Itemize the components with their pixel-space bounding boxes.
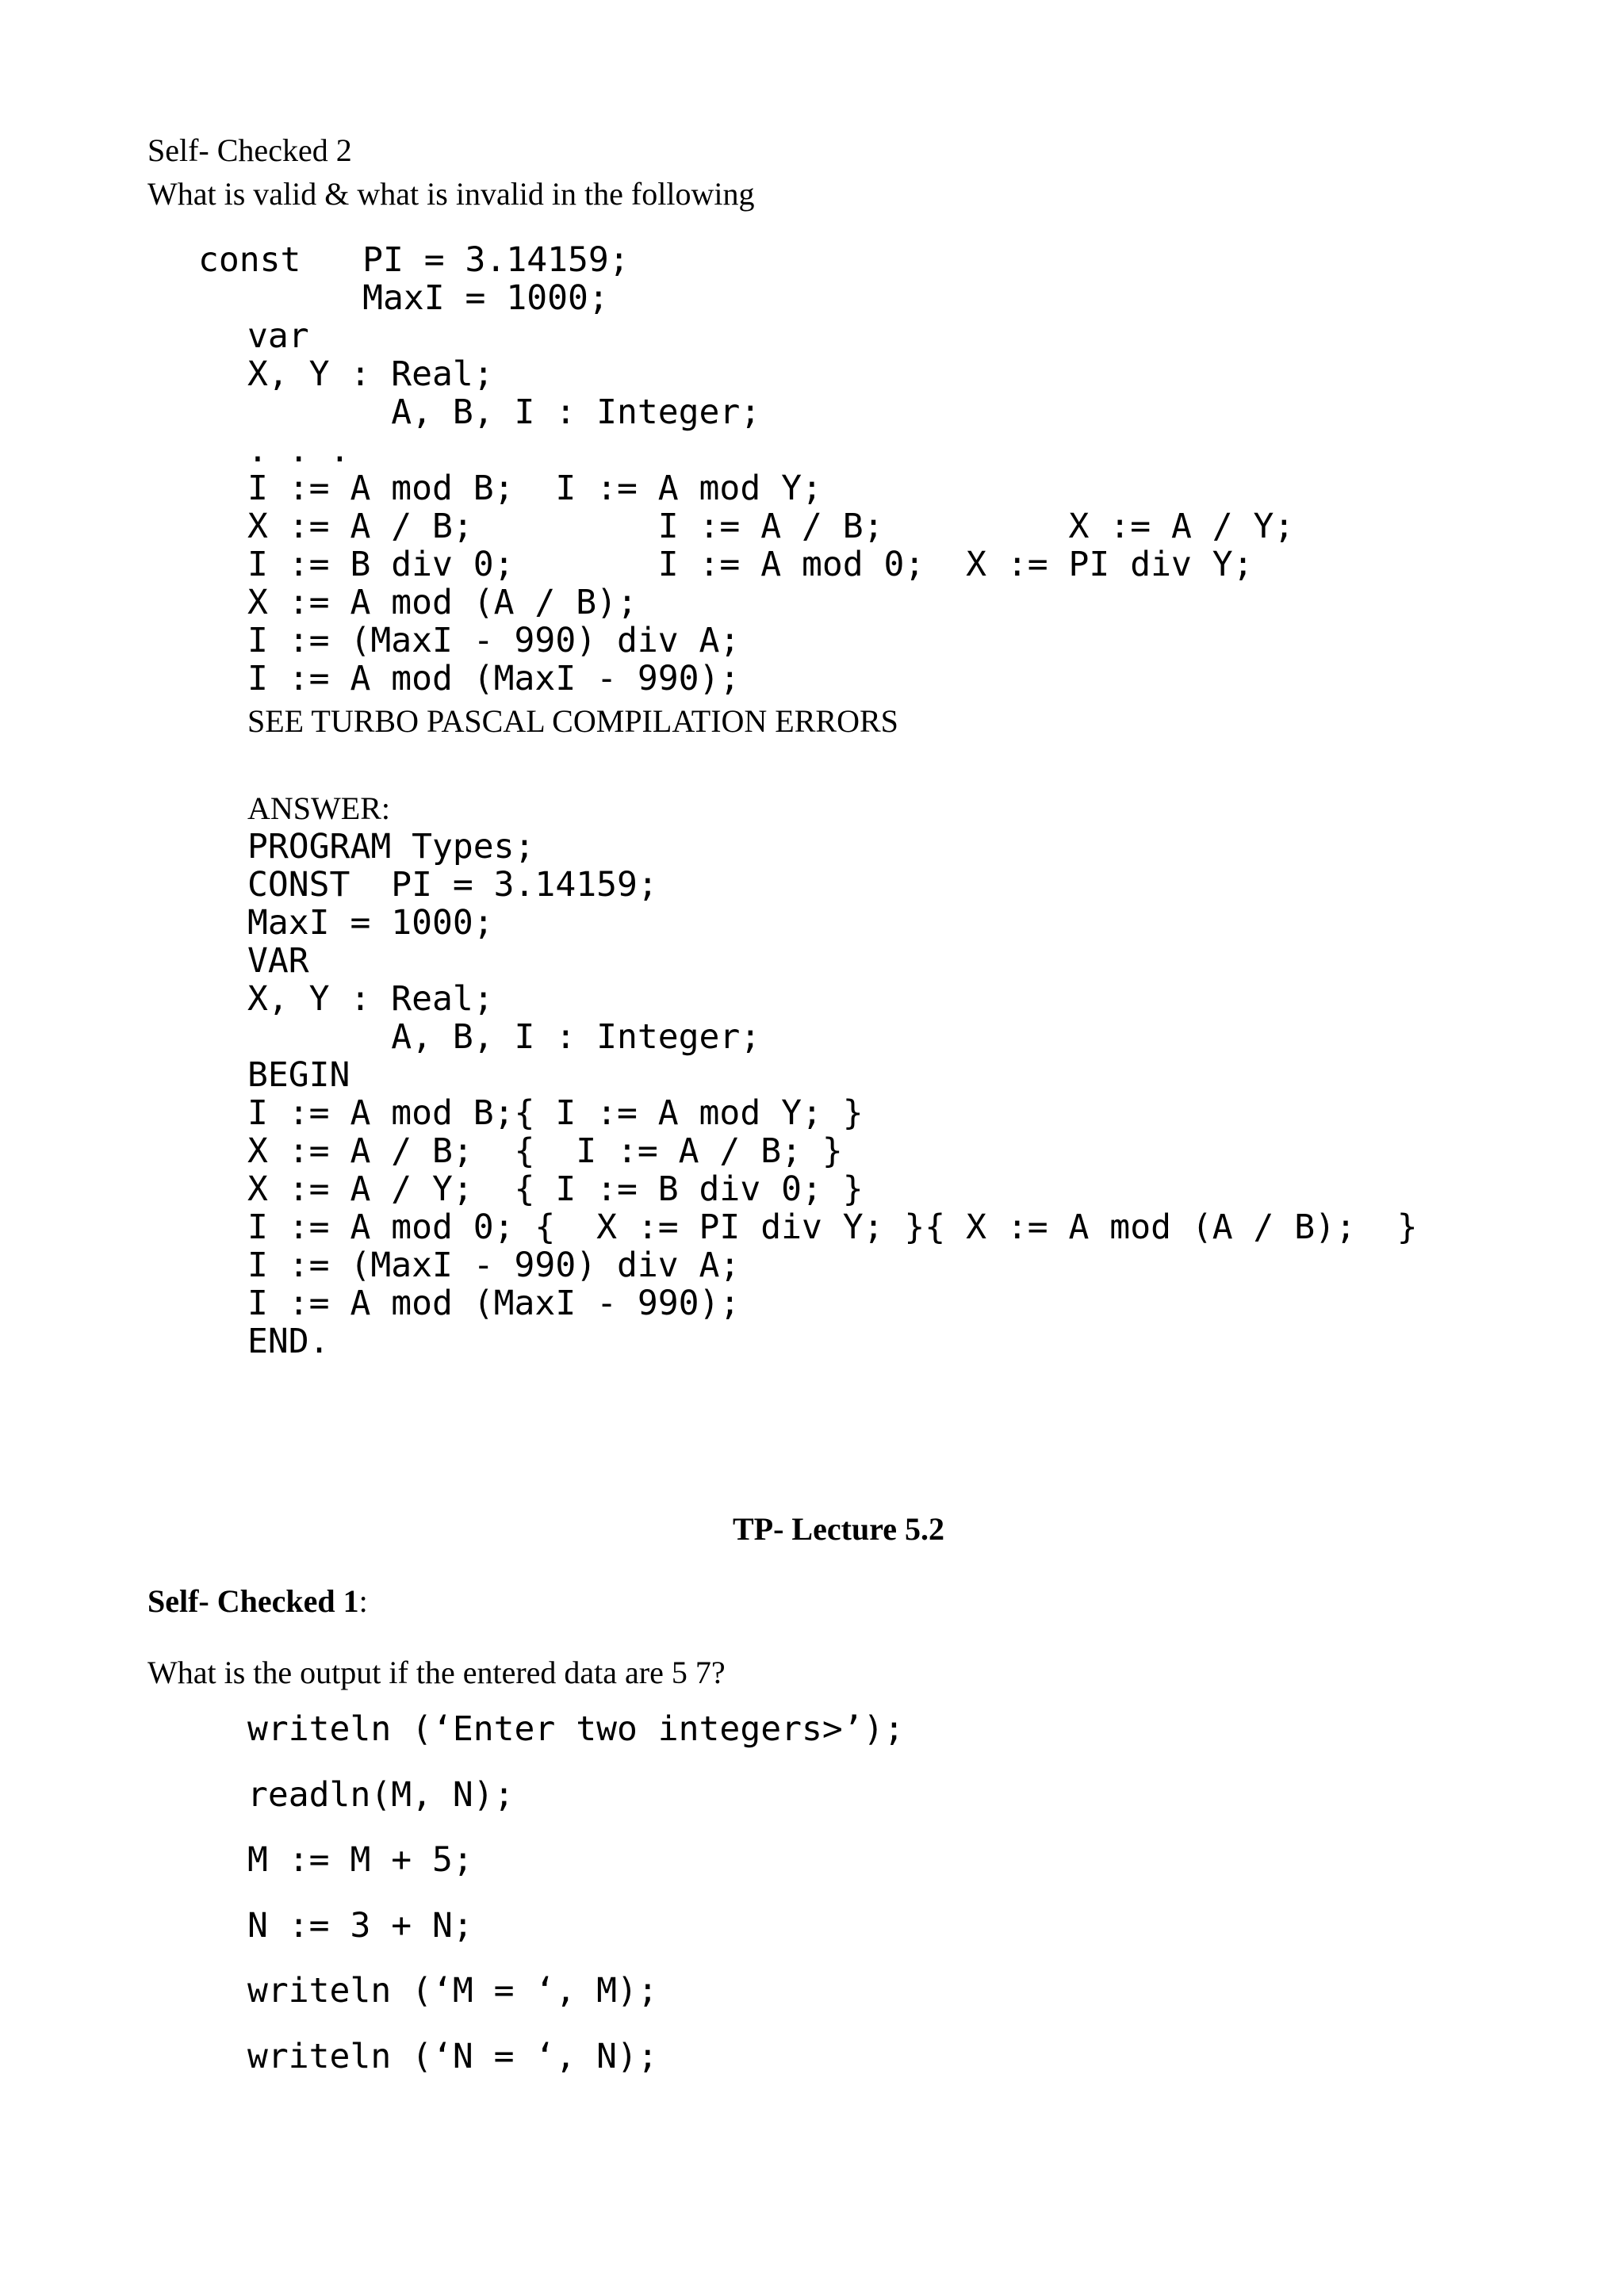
- answer-line: END.: [247, 1322, 330, 1361]
- code-line: X := A mod (A / B);: [247, 583, 638, 622]
- answer-line: X, Y : Real;: [247, 979, 494, 1019]
- code-line: I := (MaxI - 990) div A;: [247, 621, 741, 660]
- answer-line: PROGRAM Types;: [247, 827, 535, 867]
- code-line: writeln (‘M = ‘, M);: [247, 1971, 658, 2011]
- answer-line: BEGIN: [247, 1055, 350, 1095]
- code-line: I := A mod (MaxI - 990);: [247, 659, 741, 698]
- answer-label: ANSWER:: [247, 790, 390, 826]
- answer-line: A, B, I : Integer;: [247, 1017, 761, 1057]
- answer-line: CONST PI = 3.14159;: [247, 865, 658, 905]
- compilation-note: SEE TURBO PASCAL COMPILATION ERRORS: [247, 703, 898, 739]
- heading-colon: :: [358, 1583, 368, 1619]
- heading-text: Self- Checked 1: [147, 1583, 359, 1619]
- lecture-title: TP- Lecture 5.2: [733, 1511, 944, 1547]
- answer-line: I := A mod B;{ I := A mod Y; }: [247, 1093, 864, 1133]
- code-line: readln(M, N);: [247, 1775, 515, 1815]
- answer-line: X := A / Y; { I := B div 0; }: [247, 1169, 864, 1209]
- code-line: var: [247, 316, 309, 356]
- answer-line: MaxI = 1000;: [247, 903, 494, 943]
- answer-line: I := (MaxI - 990) div A;: [247, 1246, 741, 1285]
- code-line: MaxI = 1000;: [198, 278, 609, 318]
- answer-line: VAR: [247, 941, 309, 981]
- code-line: N := 3 + N;: [247, 1906, 473, 1946]
- output-question: What is the output if the entered data are 5 7?: [147, 1655, 726, 1690]
- answer-line: I := A mod (MaxI - 990);: [247, 1284, 741, 1323]
- code-line: const PI = 3.14159;: [198, 240, 630, 280]
- question-text: What is valid & what is invalid in the following: [147, 176, 755, 212]
- code-line: I := B div 0; I := A mod 0; X := PI div Y;: [247, 545, 1254, 584]
- code-line: A, B, I : Integer;: [247, 392, 761, 432]
- answer-line: I := A mod 0; { X := PI div Y; }{ X := A mod (A / B); }: [247, 1207, 1418, 1247]
- code-line: M := M + 5;: [247, 1840, 473, 1880]
- code-line: writeln (‘Enter two integers>’);: [247, 1709, 905, 1749]
- self-checked-1-heading: [147, 1583, 368, 1619]
- code-line: . . .: [247, 430, 350, 470]
- code-line: writeln (‘N = ‘, N);: [247, 2037, 658, 2076]
- code-line: X := A / B; I := A / B; X := A / Y;: [247, 507, 1295, 546]
- answer-line: X := A / B; { I := A / B; }: [247, 1131, 843, 1171]
- code-line: X, Y : Real;: [247, 354, 494, 394]
- self-checked-2-heading: Self- Checked 2: [147, 132, 352, 168]
- code-line: I := A mod B; I := A mod Y;: [247, 469, 822, 508]
